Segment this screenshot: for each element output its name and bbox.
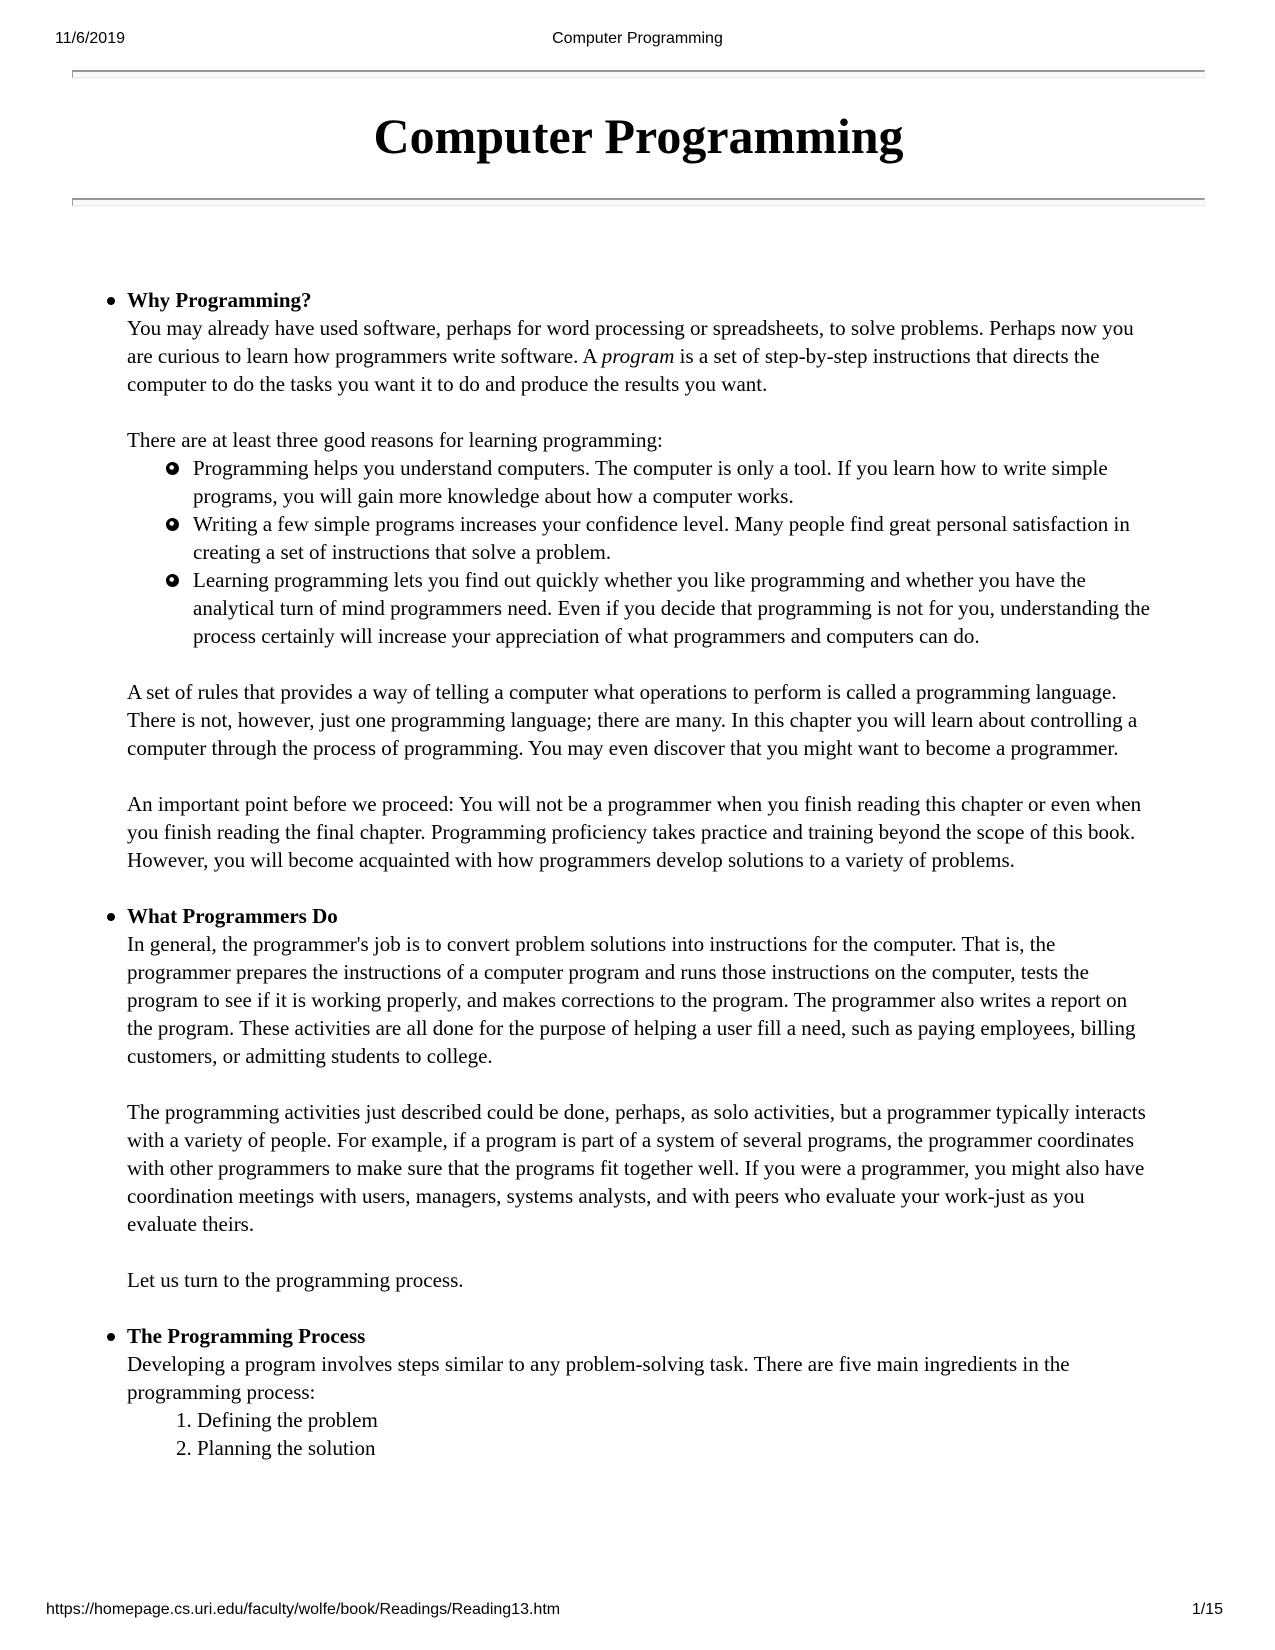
section-what-programmers-do xyxy=(127,902,1151,1294)
paragraph: A set of rules that provides a way of telling a computer what operations to perform is called a programming language. There is not, however, just one programming language; there are many. In this chapter you will learn about controlling a computer through the process of programming. You may even discover that you might want to become a programmer. xyxy=(127,679,1138,760)
print-date: 11/6/2019 xyxy=(55,30,125,47)
step-item: 1. Defining the problem xyxy=(197,1406,1151,1434)
section-lead-paragraph xyxy=(127,286,1151,398)
reason-item xyxy=(193,454,1151,510)
horizontal-rule-top xyxy=(72,70,1205,78)
reason-item xyxy=(193,510,1151,566)
disc-bullet-icon xyxy=(166,462,179,475)
paragraph-text: is a set of step-by-step instructions that directs the computer to do the tasks you want it to do and produce the results you want. xyxy=(127,343,1100,396)
section-heading: Why Programming? xyxy=(127,287,312,312)
reason-text: Writing a few simple programs increases your confidence level. Many people find great personal satisfaction in creating a set of instructions that solve a problem. xyxy=(193,511,1130,564)
reason-text: Programming helps you understand computers. The computer is only a tool. If you learn how to write simple programs, you will gain more knowledge about how a computer works. xyxy=(193,455,1108,508)
disc-bullet-icon xyxy=(166,574,179,587)
print-header xyxy=(55,29,1220,49)
italic-term-program: program xyxy=(601,343,675,368)
paragraph: Let us turn to the programming process. xyxy=(127,1267,464,1292)
disc-bullet-icon xyxy=(166,518,179,531)
horizontal-rule-under-title xyxy=(72,198,1205,206)
section-lead-paragraph xyxy=(127,902,1151,1070)
steps-list xyxy=(127,1406,1151,1462)
section-lead-paragraph xyxy=(127,1322,1151,1406)
reasons-list xyxy=(127,454,1151,650)
print-url: https://homepage.cs.uri.edu/faculty/wolfe/book/Readings/Reading13.htm xyxy=(46,1601,561,1618)
bullet-icon xyxy=(107,297,115,305)
section-list xyxy=(72,286,1205,1462)
paragraph-text: Developing a program involves steps similar to any problem-solving task. There are five main ingredients in the programming process: xyxy=(127,1351,1070,1404)
print-footer xyxy=(46,1600,1223,1620)
paragraph: The programming activities just described could be done, perhaps, as solo activities, but a programmer typically interacts with a variety of people. For example, if a program is part of a system of several programs, the programmer coordinates with other programmers to make sure that the programs fit together well. If you were a programmer, you might also have coordination meetings with users, managers, systems analysts, and with peers who evaluate your work-just as you evaluate theirs. xyxy=(127,1099,1146,1236)
reason-text: Learning programming lets you find out quickly whether you like programming and whether you have the analytical turn of mind programmers need. Even if you decide that programming is not for you, understanding the process certainly will increase your appreciation of what programmers and computers can do. xyxy=(193,567,1150,648)
print-title: Computer Programming xyxy=(552,30,723,47)
print-page-number: 1/15 xyxy=(1191,1601,1223,1618)
bullet-icon xyxy=(107,913,115,921)
reasons-intro-paragraph: There are at least three good reasons for learning programming: xyxy=(127,427,663,452)
step-item: 2. Planning the solution xyxy=(197,1434,1151,1462)
document-body xyxy=(72,70,1205,1462)
section-heading: What Programmers Do xyxy=(127,903,338,928)
document-title: Computer Programming xyxy=(373,108,904,164)
paragraph: An important point before we proceed: You will not be a programmer when you finish reading this chapter or even when you finish reading the final chapter. Programming proficiency takes practice and training beyond the scope of this book. However, you will become acquainted with how programmers develop solutions to a variety of problems. xyxy=(127,791,1142,872)
bullet-icon xyxy=(107,1333,115,1341)
paragraph-text: You may already have used software, perhaps for word processing or spreadsheets, to solve problems. Perhaps now you are curious to learn how programmers write software. A xyxy=(127,315,1134,368)
section-heading: The Programming Process xyxy=(127,1323,366,1348)
section-programming-process xyxy=(127,1322,1151,1462)
section-why-programming xyxy=(127,286,1151,874)
paragraph-text: In general, the programmer's job is to convert problem solutions into instructions for the computer. That is, the programmer prepares the instructions of a computer program and runs those instructions on the computer, tests the program to see if it is working properly, and makes corrections to the program. The programmer also writes a report on the program. These activities are all done for the purpose of helping a user fill a need, such as paying employees, billing customers, or admitting students to college. xyxy=(127,931,1136,1068)
reason-item xyxy=(193,566,1151,650)
